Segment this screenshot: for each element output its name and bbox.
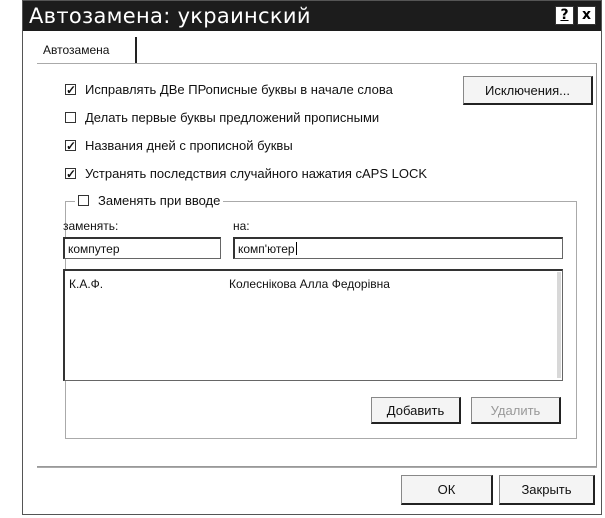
checkbox-two-initial-caps[interactable]	[65, 84, 76, 95]
list-item-value: Колеснікова Алла Федорівна	[229, 277, 390, 291]
option-caps-lock[interactable]	[65, 164, 427, 182]
close-button[interactable]: Закрыть	[499, 475, 595, 505]
close-window-button[interactable]: x	[577, 6, 596, 25]
option-label: Делать первые буквы предложений прописными	[85, 109, 380, 125]
help-button[interactable]: ?	[555, 6, 574, 25]
option-two-initial-caps[interactable]	[65, 80, 393, 98]
ok-button[interactable]: ОК	[401, 475, 493, 505]
list-item-key: К.А.Ф.	[69, 277, 104, 291]
replace-value: компутер	[68, 242, 120, 256]
title-bar	[23, 1, 601, 31]
checkbox-replace-as-you-type[interactable]	[78, 195, 89, 206]
option-capitalize-days[interactable]	[65, 136, 293, 154]
text-caret	[296, 242, 297, 255]
replace-as-you-type-option[interactable]	[75, 193, 223, 208]
replace-input[interactable]	[63, 237, 221, 259]
replace-label: заменять:	[63, 219, 119, 233]
checkbox-caps-lock[interactable]	[65, 168, 76, 179]
tab-autocorrect[interactable]: Автозамена	[37, 37, 137, 63]
window-title: Автозамена: украинский	[29, 4, 311, 28]
replacement-list[interactable]	[63, 269, 563, 381]
with-input[interactable]	[233, 237, 563, 259]
checkbox-capitalize-days[interactable]	[65, 140, 76, 151]
replace-group-legend: Заменять при вводе	[98, 193, 221, 208]
list-scrollbar[interactable]	[557, 272, 561, 378]
autocorrect-dialog	[22, 0, 602, 515]
option-capitalize-sentences[interactable]	[65, 108, 379, 126]
with-label: на:	[233, 219, 250, 233]
option-label: Названия дней с прописной буквы	[85, 137, 293, 153]
checkbox-capitalize-sentences[interactable]	[65, 112, 76, 123]
option-label: Исправлять ДВе ПРописные буквы в начале слова	[85, 81, 393, 97]
option-label: Устранять последствия случайного нажатия cAPS LOCK	[85, 165, 428, 181]
footer-divider	[37, 467, 597, 468]
exceptions-button[interactable]: Исключения...	[463, 76, 593, 105]
with-value: комп'ютер	[238, 242, 295, 256]
delete-button[interactable]: Удалить	[471, 397, 561, 424]
add-button[interactable]: Добавить	[371, 397, 461, 424]
